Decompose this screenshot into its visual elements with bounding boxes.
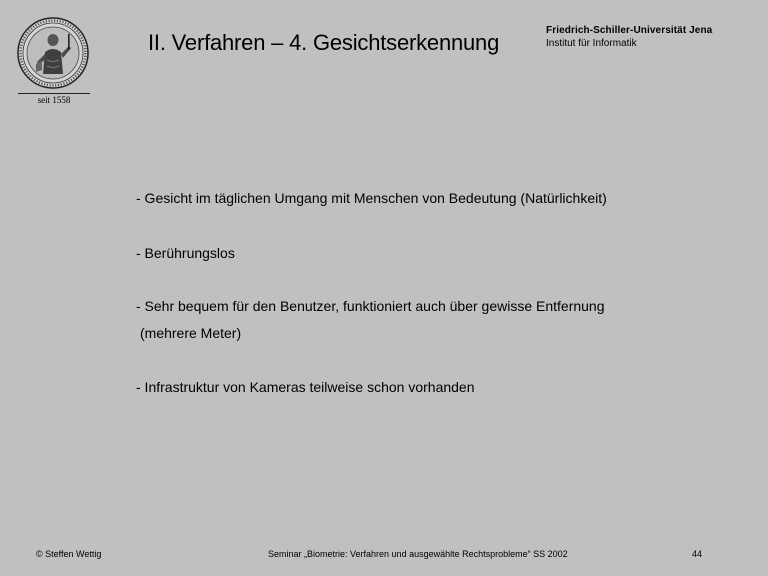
slide-title: II. Verfahren – 4. Gesichtserkennung bbox=[148, 30, 500, 55]
university-seal-icon bbox=[16, 16, 90, 90]
seal-divider bbox=[18, 93, 90, 94]
footer-seminar: Seminar „Biometrie: Verfahren und ausgewählte Rechtsprobleme“ SS 2002 bbox=[268, 549, 568, 559]
institute-name: Institut für Informatik bbox=[546, 38, 637, 49]
bullet-item: - Berührungslos bbox=[136, 245, 235, 261]
page-number: 44 bbox=[692, 549, 703, 559]
bullet-continuation: (mehrere Meter) bbox=[140, 325, 242, 341]
bullet-item: - Infrastruktur von Kameras teilweise schon vorhanden bbox=[136, 379, 475, 395]
institution-block bbox=[546, 24, 712, 50]
bullet-item: - Gesicht im täglichen Umgang mit Menschen von Bedeutung (Natürlichkeit) bbox=[136, 190, 607, 206]
seal-caption: seit 1558 bbox=[37, 95, 71, 105]
bullet-item: - Sehr bequem für den Benutzer, funktioniert auch über gewisse Entfernung bbox=[136, 298, 605, 314]
footer-copyright: © Steffen Wettig bbox=[36, 549, 102, 559]
university-name: Friedrich-Schiller-Universität Jena bbox=[546, 25, 713, 36]
